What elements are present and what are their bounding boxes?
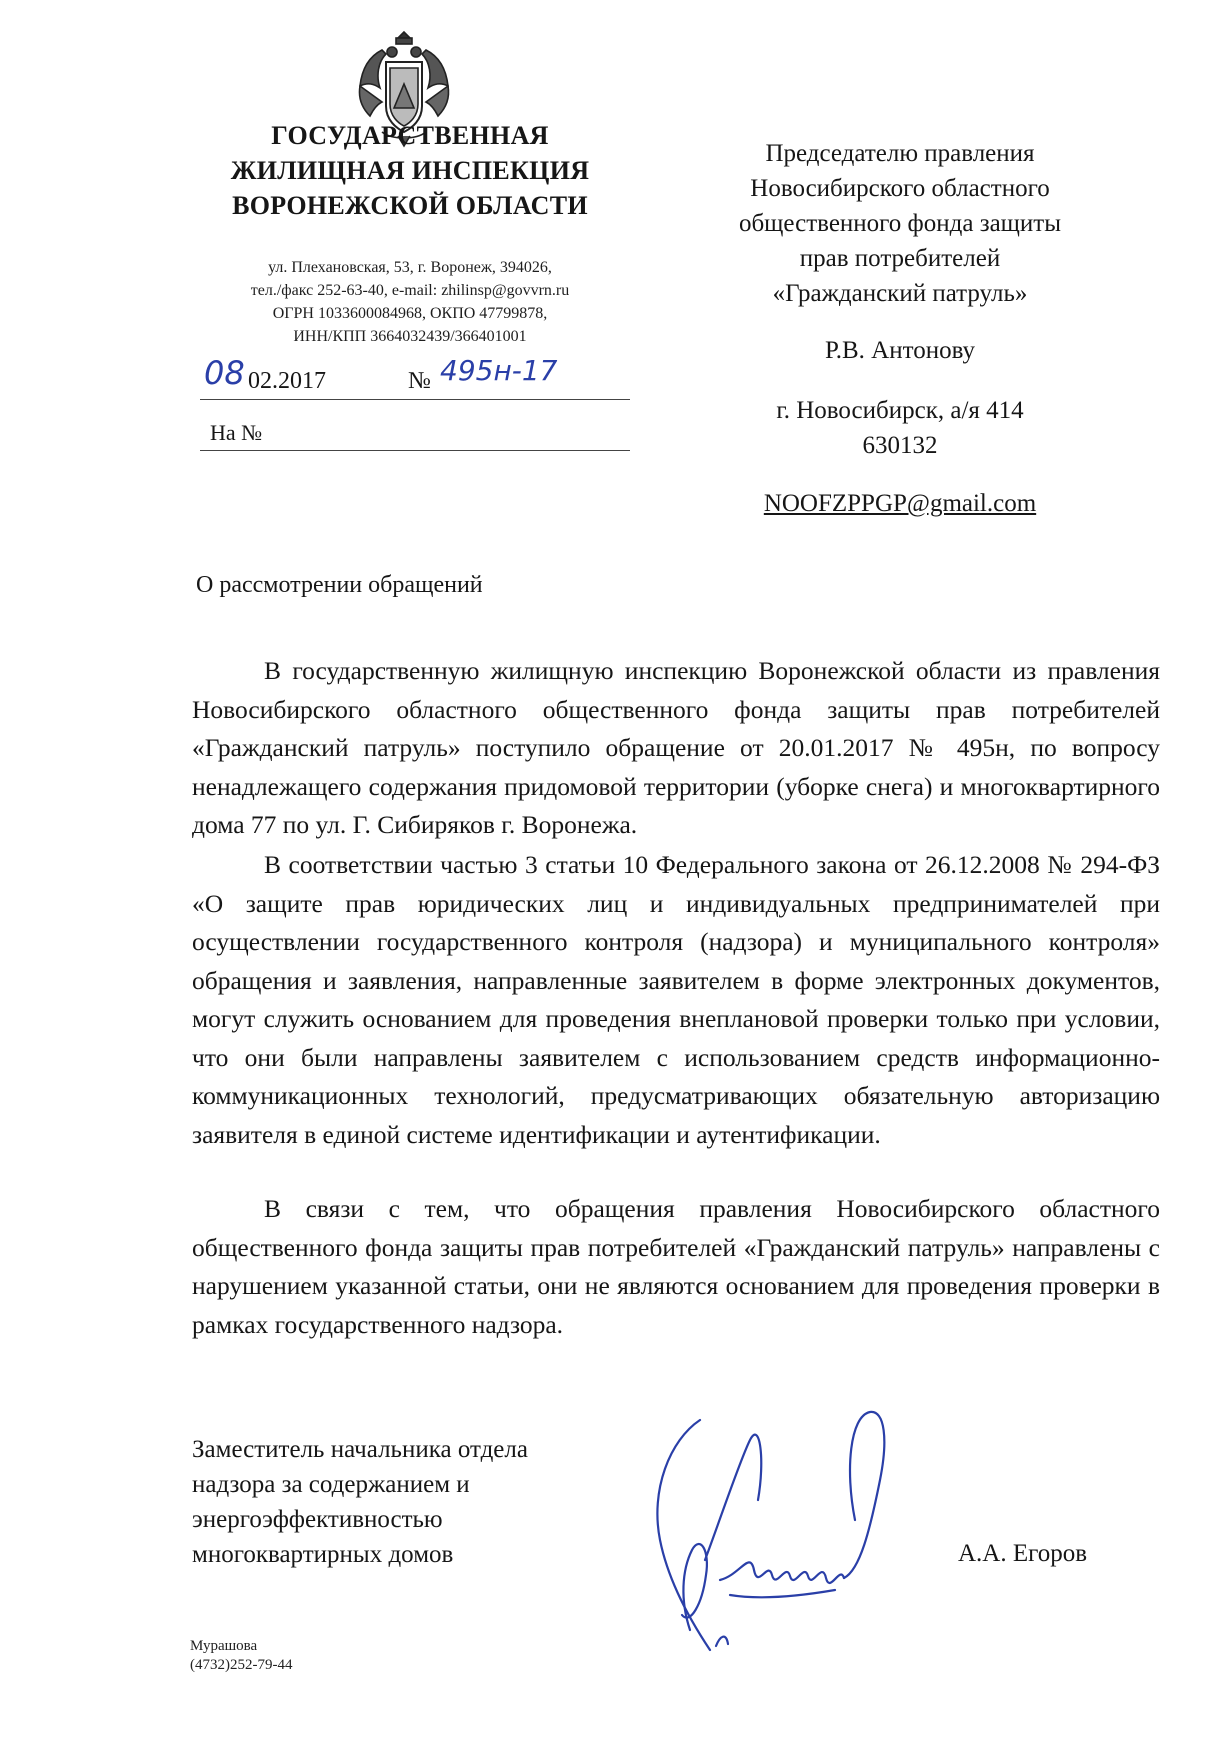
body-paragraph — [192, 846, 1160, 1154]
body-paragraph — [192, 652, 1160, 845]
handwritten-signature — [630, 1400, 930, 1660]
requisites-line: ИНН/КПП 3664032439/366401001 — [293, 328, 527, 345]
addressee-line: общественного фонда защиты — [738, 210, 1062, 237]
requisites-line: тел./факс 252-63-40, e-mail: zhilinsp@govvrn.ru — [250, 282, 570, 299]
date-day-handwritten: 08 — [204, 354, 245, 392]
signatory-position-line: многоквартирных домов — [192, 1541, 454, 1568]
addressee-email-row — [690, 486, 1110, 521]
date-number-line — [200, 354, 630, 400]
organization-name-line: ЖИЛИЩНАЯ ИНСПЕКЦИЯ — [230, 156, 590, 185]
body-paragraph-text: В государственную жилищную инспекцию Воронежской области из правления Новосибирского областного общественного фонда защиты прав потребителей «Гражданский патруль» поступило обращение от 20.01.2017 № 495н, по вопросу ненадлежащего содержания придомовой территории (уборке снега) и многоквартирного дома 77 по ул. Г. Сибиряков г. Воронежа. — [192, 656, 1160, 839]
organization-requisites — [205, 256, 615, 348]
organization-name-line: ВОРОНЕЖСКОЙ ОБЛАСТИ — [232, 191, 588, 220]
addressee-address-line: г. Новосибирск, а/я 414 — [776, 397, 1024, 424]
signatory-position-line: надзора за содержанием и — [192, 1471, 470, 1498]
requisites-line: ул. Плехановская, 53, г. Воронеж, 394026, — [268, 259, 552, 276]
addressee-name: Р.В. Антонову — [824, 337, 976, 364]
addressee-line: Председателю правления — [765, 140, 1035, 167]
signatory-position-line: Заместитель начальника отдела — [192, 1436, 528, 1463]
date-underline — [200, 399, 630, 400]
executor-phone: (4732)252-79-44 — [190, 1657, 293, 1673]
addressee-address — [690, 393, 1110, 463]
addressee-line: Новосибирского областного — [750, 175, 1050, 202]
addressee-postcode: 630132 — [862, 432, 938, 459]
body-paragraph — [192, 1190, 1160, 1344]
signatory-position — [192, 1432, 612, 1572]
number-handwritten: 495н-17 — [440, 354, 558, 387]
executor-info — [190, 1637, 292, 1675]
executor-name: Мурашова — [190, 1638, 258, 1654]
signatory-name: А.А. Егоров — [958, 1540, 1088, 1567]
requisites-line: ОГРН 1033600084968, ОКПО 47799878, — [272, 305, 548, 322]
body-paragraph-text: В связи с тем, что обращения правления Новосибирского областного общественного фонда защиты прав потребителей «Гражданский патруль» направлены с нарушением указанной статьи, они не являются основанием для проведения проверки в рамках государственного надзора. — [192, 1194, 1160, 1339]
letter-subject: О рассмотрении обращений — [196, 572, 483, 598]
addressee-block — [690, 136, 1110, 311]
addressee-line: прав потребителей — [799, 245, 1001, 272]
reply-to-label: На № — [210, 420, 263, 445]
reply-to-line — [200, 418, 630, 451]
addressee-line: «Гражданский патруль» — [772, 280, 1028, 307]
organization-name-line: ГОСУДАРСТВЕННАЯ — [271, 121, 549, 150]
body-paragraph-text: В соответствии частью 3 статьи 10 Федерального закона от 26.12.2008 № 294-ФЗ «О защите прав юридических лиц и индивидуальных предпринимателей при осуществлении государственного контроля (надзора) и муниципального контроля» обращения и заявления, направленные заявителем в форме электронных документов, могут служить основанием для проведения внеплановой проверки только при условии, что они были направлены заявителем с использованием средств информационно-коммуникационных технологий, предусматривающих обязательную авторизацию заявителя в единой системе идентификации и аутентификации. — [192, 850, 1160, 1149]
signatory-position-line: энергоэффективностью — [192, 1506, 443, 1533]
addressee-email: NOOFZPPGP@gmail.com — [763, 490, 1037, 517]
number-prefix: № — [408, 368, 431, 394]
organization-name — [200, 118, 620, 223]
date-printed: 02.2017 — [248, 368, 326, 394]
